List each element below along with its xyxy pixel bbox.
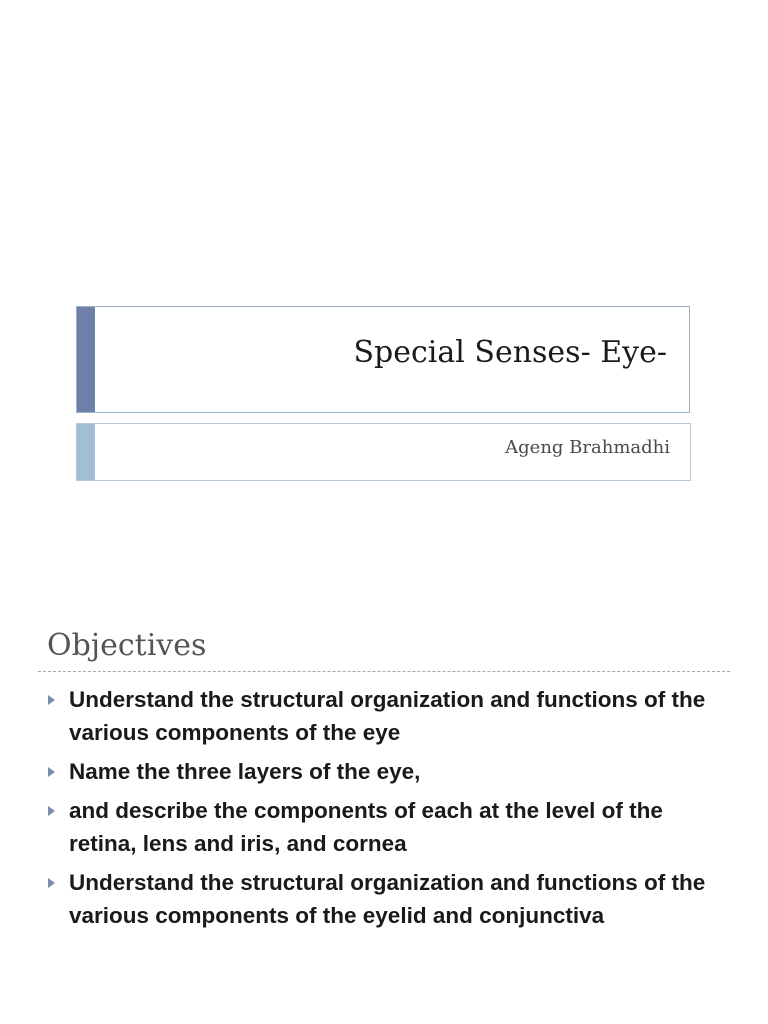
subtitle-box: [76, 423, 691, 481]
heading-divider: [38, 671, 730, 672]
slide-subtitle-author: Ageng Brahmadhi: [505, 437, 670, 458]
objectives-slide: [0, 576, 768, 1024]
objective-text: Understand the structural organization and functions of the various components of the eyelid and conjunctiva: [69, 870, 706, 928]
objective-item: [46, 683, 726, 749]
title-accent-bar: [77, 307, 95, 412]
objective-text: Name the three layers of the eye,: [69, 759, 421, 784]
objectives-list: [46, 683, 726, 938]
objective-text: Understand the structural organization and functions of the various components of the eye: [69, 687, 706, 745]
objective-text: and describe the components of each at the level of the retina, lens and iris, and cornea: [69, 798, 663, 856]
title-box: [76, 306, 690, 413]
subtitle-accent-bar: [77, 424, 95, 480]
objective-item: [46, 755, 726, 788]
triangle-right-icon: [48, 806, 55, 816]
objective-item: [46, 866, 726, 932]
triangle-right-icon: [48, 695, 55, 705]
objective-item: [46, 794, 726, 860]
slide-title: Special Senses- Eye-: [353, 335, 667, 370]
triangle-right-icon: [48, 878, 55, 888]
objectives-heading: Objectives: [47, 628, 207, 663]
triangle-right-icon: [48, 767, 55, 777]
